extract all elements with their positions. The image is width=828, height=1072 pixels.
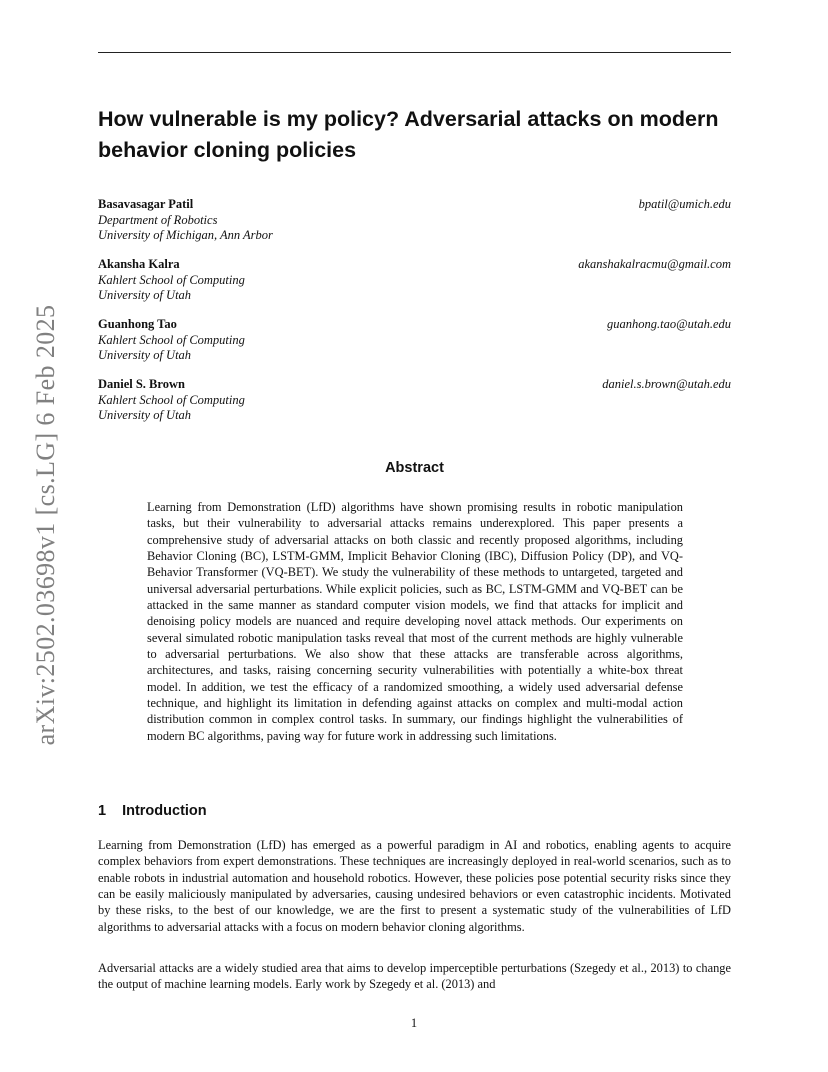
section-number: 1: [98, 803, 107, 819]
author-name: Daniel S. Brown: [98, 377, 185, 391]
author-email[interactable]: daniel.s.brown@utah.edu: [602, 377, 731, 391]
author-name: Basavasagar Patil: [98, 197, 194, 211]
abstract-text: Learning from Demonstration (LfD) algorithms have shown promising results in robotic manipulation tasks, but their vulnerability to adversarial attacks remains underexplored. This paper presents a comprehensive study of adversarial attacks on both classic and recently proposed algorithms, including Behavior Cloning (BC), LSTM-GMM, Implicit Behavior Cloning (IBC), Diffusion Policy (DP), and VQ-Behavior Transformer (VQ-BET). We study the vulnerability of these methods to untargeted, targeted and universal adversarial perturbations. While explicit policies, such as BC, LSTM-GMM and VQ-BET can be attacked in the same manner as standard computer vision models, we find that attacks for implicit and denoising policy models are nuanced and require developing novel attack methods. Our experiments on several simulated robotic manipulation tasks reveal that most of the current methods are highly vulnerable to adversarial perturbations. We also show that these attacks are transferable across algorithms, architectures, and tasks, raising concerning security vulnerabilities with potentially a white-box threat model. In addition, we test the efficacy of a randomized smoothing, a widely used adversarial defense technique, and highlight its limitation in defending against attacks on complex and multi-modal action distribution common in complex control tasks. In summary, our findings highlight the vulnerabilities of modern BC algorithms, paving way for future work in addressing such limitations.: [147, 500, 683, 743]
author-block: [98, 197, 731, 244]
author-email[interactable]: guanhong.tao@utah.edu: [607, 317, 731, 331]
author-block: [98, 257, 731, 304]
author-email[interactable]: akanshakalracmu@gmail.com: [578, 257, 731, 271]
header-rule: [98, 52, 731, 53]
body-paragraph: Learning from Demonstration (LfD) has emerged as a powerful paradigm in AI and robotics, enabling agents to acquire complex behaviors from expert demonstrations. These techniques are increasingly deployed in real-world scenarios, such as to enable robots in industrial automation and household robotics. However, these policies pose potential security risks since they can be easily maliciously manipulated by adversaries, causing undesired behaviors or even catastrophic incidents. Motivated by these risks, to the best of our knowledge, we are the first to present a systematic study of the vulnerabilities of LfD algorithms to adversarial attacks with a focus on modern behavior cloning algorithms.: [98, 838, 731, 934]
author-block: [98, 377, 731, 424]
author-institution: University of Utah: [98, 348, 192, 362]
paper-title: How vulnerable is my policy? Adversarial attacks on modern behavior cloning policies: [98, 107, 719, 162]
author-email[interactable]: bpatil@umich.edu: [638, 197, 731, 211]
author-institution: University of Michigan, Ann Arbor: [98, 228, 273, 242]
page-number: 1: [410, 1016, 418, 1030]
author-institution: University of Utah: [98, 288, 192, 302]
author-affiliation: Kahlert School of Computing: [98, 392, 245, 407]
body-paragraph: Adversarial attacks are a widely studied area that aims to develop imperceptible perturbations (Szegedy et al., 2013) to change the output of machine learning models. Early work by Szegedy et al. (2013) and: [98, 961, 731, 992]
author-block: [98, 317, 731, 364]
author-affiliation: Department of Robotics: [98, 212, 218, 227]
author-name: Akansha Kalra: [98, 257, 180, 271]
abstract-heading: Abstract: [385, 460, 444, 476]
arxiv-identifier: arXiv:2502.03698v1 [cs.LG] 6 Feb 2025: [31, 304, 60, 746]
author-name: Guanhong Tao: [98, 317, 177, 331]
section-title: Introduction: [122, 803, 207, 819]
author-affiliation: Kahlert School of Computing: [98, 272, 245, 287]
author-affiliation: Kahlert School of Computing: [98, 332, 245, 347]
section-heading: [98, 803, 207, 819]
author-institution: University of Utah: [98, 408, 192, 422]
